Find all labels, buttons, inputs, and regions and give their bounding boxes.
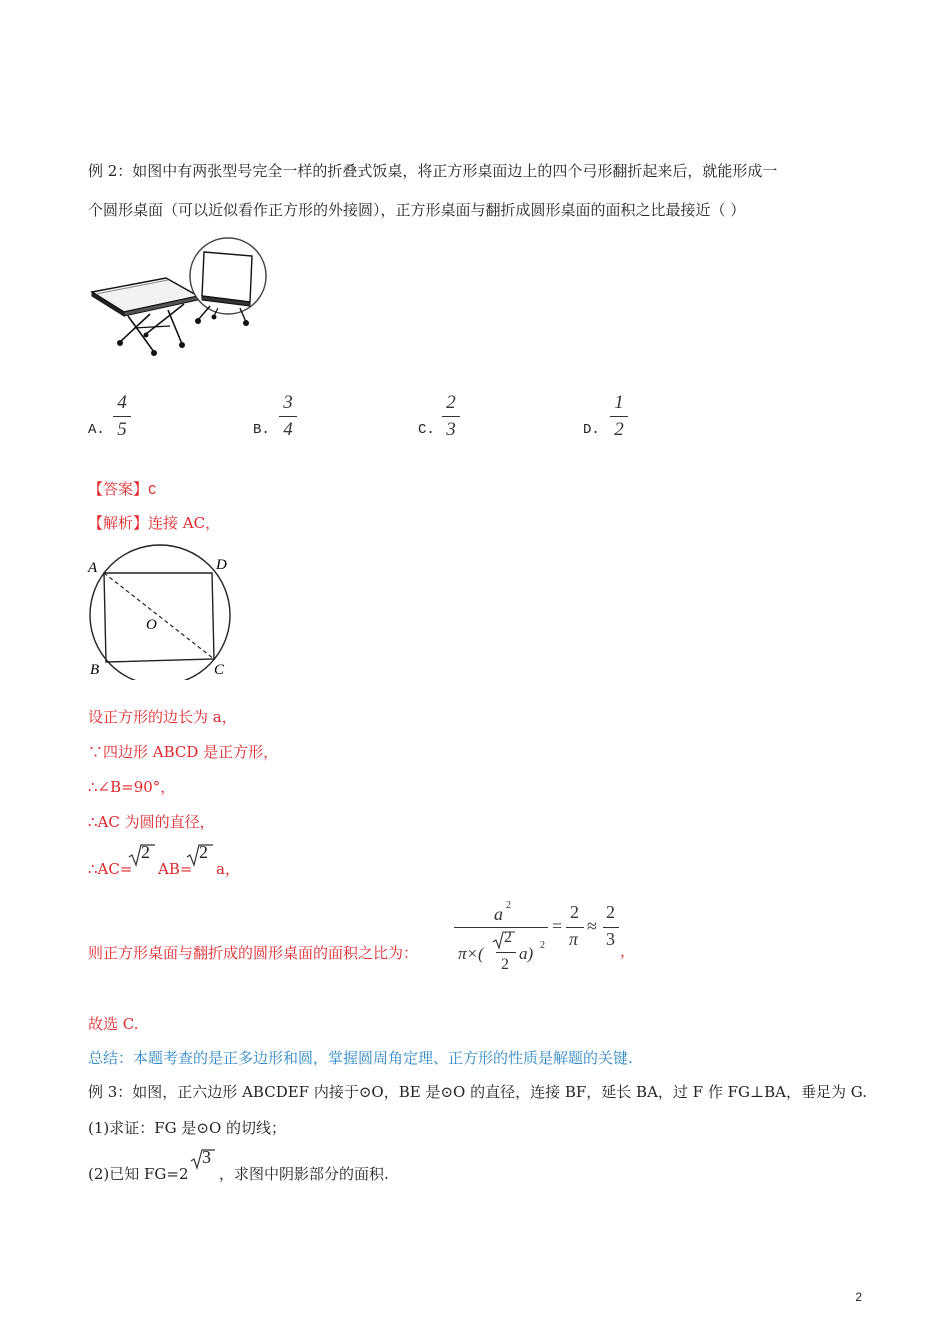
- step-5-ab: AB=: [158, 860, 193, 878]
- sqrt-2-b: 2: [199, 842, 208, 862]
- formula-bottom-sqrt: 2: [504, 929, 512, 946]
- table-top: [92, 278, 198, 312]
- example3-q2-a: (2)已知 FG=2: [88, 1165, 189, 1183]
- option-b-fraction: 3 4: [279, 392, 297, 441]
- formula-bottom-den: 2: [501, 956, 509, 973]
- sqrt-3: 3: [202, 1147, 211, 1167]
- formula-bottom-sup: 2: [540, 940, 545, 951]
- example3-q1: (1)求证：FG 是⊙O 的切线；: [88, 1119, 287, 1137]
- step-4: ∴AC 为圆的直径，: [88, 813, 215, 831]
- label-d: D: [216, 557, 227, 573]
- step-5-ac: ∴AC=: [88, 860, 133, 878]
- answer-tag: 【答案】: [88, 480, 149, 498]
- formula-bottom-pi: π×(: [458, 944, 484, 963]
- answer-line: [88, 478, 156, 502]
- summary: 总结：本题考查的是正多边形和圆，掌握圆周角定理、正方形的性质是解题的关键.: [88, 1049, 633, 1067]
- example3-q2-b: ，求图中阴影部分的面积.: [219, 1165, 389, 1183]
- formula-r-num: 2: [570, 902, 579, 922]
- diagonal-ac: [104, 573, 214, 659]
- analysis-text: 连接 AC，: [148, 514, 221, 532]
- page-number: 2: [855, 1290, 862, 1304]
- option-c-fraction: 2 3: [442, 392, 460, 441]
- formula-eq: =: [552, 916, 563, 936]
- sqrt-2-a: 2: [141, 842, 150, 862]
- label-b: B: [90, 662, 100, 678]
- formula-f-num: 2: [606, 902, 615, 922]
- formula-bottom-a: a): [519, 944, 534, 963]
- answer-value: C: [148, 483, 157, 499]
- formula-top-sup: 2: [506, 900, 511, 911]
- formula-approx: ≈: [587, 916, 597, 936]
- formula-top-a: a: [494, 904, 503, 924]
- step-3: ∴∠B=90°，: [88, 778, 176, 796]
- formula-comma: ，: [620, 944, 636, 960]
- label-c: C: [214, 662, 225, 678]
- example2-line1: 例 2：如图中有两张型号完全一样的折叠式饭桌，将正方形桌面边上的四个弓形翻折起来后，就能形成一: [88, 162, 778, 180]
- analysis-line: [88, 512, 220, 534]
- step-6: 则正方形桌面与翻折成的圆形桌面的面积之比为：: [88, 944, 419, 962]
- step-1: 设正方形的边长为 a，: [88, 708, 237, 726]
- label-o: O: [146, 617, 157, 633]
- step-7: 故选 C.: [88, 1015, 139, 1033]
- step-2: ∵四边形 ABCD 是正方形，: [88, 743, 279, 761]
- formula-r-den: π: [569, 929, 579, 949]
- example2-line2: 个圆形桌面（可以近似看作正方形的外接圆），正方形桌面与翻折成圆形桌面的面积之比最接近（ ）: [88, 201, 746, 219]
- option-a-fraction: 4 5: [113, 392, 131, 441]
- analysis-tag: 【解析】: [88, 514, 149, 532]
- option-a-label: A.: [88, 422, 105, 438]
- label-a: A: [88, 560, 98, 576]
- example3-line1: 例 3：如图，正六边形 ABCDEF 内接于⊙O，BE 是⊙O 的直径，连接 BF，延长 BA，过 F 作 FG⊥BA，垂足为 G.: [88, 1083, 867, 1101]
- option-c-label: C.: [418, 422, 435, 438]
- option-d-fraction: 1 2: [610, 392, 628, 441]
- folding-table-figure: [88, 236, 278, 358]
- geometry-diagram: [84, 540, 244, 680]
- step-5-a: a，: [216, 860, 240, 878]
- area-ratio-formula: [452, 898, 636, 982]
- formula-f-den: 3: [606, 929, 615, 949]
- option-b-label: B.: [253, 422, 270, 438]
- option-d-label: D.: [583, 422, 600, 438]
